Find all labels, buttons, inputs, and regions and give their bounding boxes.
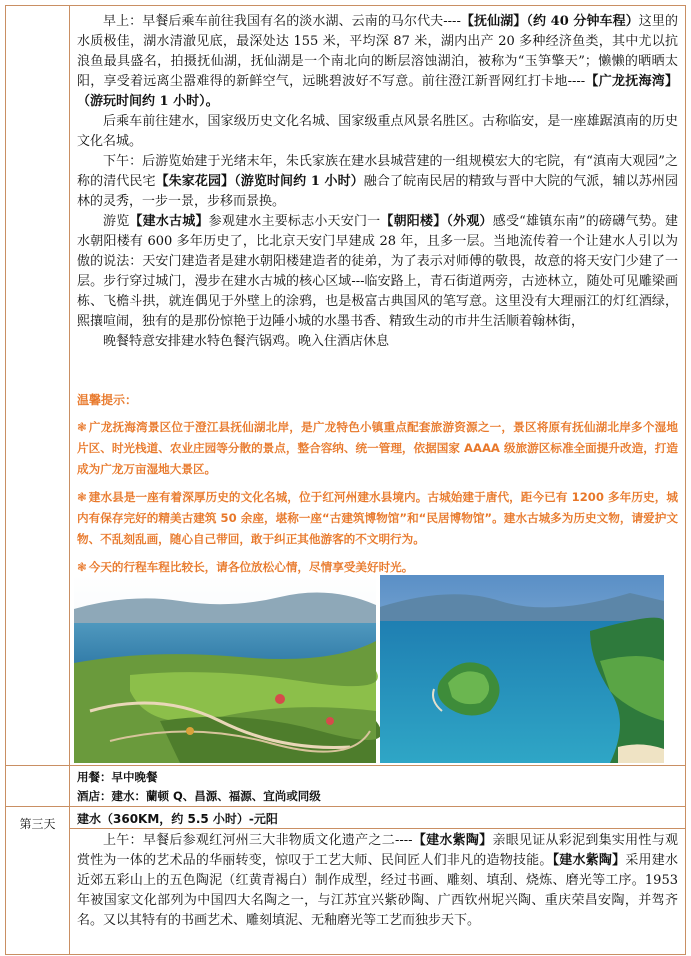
zhu-garden-highlight: 【朱家花园】（游览时间约 1 小时） [155, 174, 364, 189]
meal-hotel-block [70, 768, 685, 806]
tips-block [70, 391, 685, 578]
itinerary-table [5, 5, 686, 955]
route-title: 建水（360KM，约 5.5 小时）-元阳 [77, 812, 278, 826]
flower-icon: ❃ [77, 490, 87, 504]
island-photo [380, 575, 664, 763]
ancient-city-paragraph: 游览【建水古城】参观建水主要标志小天安门一【朝阳楼】（外观）感受“雄镇东南”的磅礴气势。建水朝阳楼有 600 多年历史了，比北京天安门早建成 28 年，且多一层。当地流传着一个让建水人引以为傲的说法：天安门建造者是建水朝阳楼建造者的徒弟，为了表示对师傅的敬畏，故意的将天安门少建了一层。步行穿过城门，漫步在建水古城的核心区域---临安路上，青石街道两旁，古迹林立，随处可见雕梁画栋、飞檐斗拱，就连偶见于外壁上的涂鸦，也是极富古典国风的笔写意。这里没有大理丽江的灯红酒绿，熙攘喧闹，独有的是那份惊艳于边陲小城的水墨书香、精致生动的市井生活顺着翰林街， [77, 214, 678, 329]
day2-description [70, 12, 685, 352]
morning-paragraph: 早上：早餐后乘车前往我国有名的淡水湖、云南的马尔代夫----【抚仙湖】（约 40 分钟车程）这里的水质极佳，湖水清澈见底，最深处达 155 米，平均深 87 米，湖内出产 20 多种经济鱼类，其中尤以抗浪鱼最具盛名，拍摄抚仙湖，抚仙湖是一个南北向的断层溶蚀湖泊，被称为“玉笋擎天”；懒懒的晒晒太阳，享受着远离尘嚣难得的新鲜空气，远眺碧波好不写意。前往澄江新晋网红打卡地----【广龙抚海湾】（游玩时间约 1 小时）。 [77, 14, 678, 109]
flower-icon: ❃ [77, 420, 87, 434]
purple-pottery-highlight: 【建水紫陶】 [552, 853, 626, 868]
day3-route [70, 810, 685, 827]
meal-info: 用餐：早中晚餐 [77, 770, 158, 784]
day-label: 第三天 [19, 817, 56, 831]
hotel-info: 酒店：建水：蘭顿 Q、昌源、福源、宜尚或同级 [77, 789, 321, 803]
dinner-paragraph: 晚餐特意安排建水特色餐汽锅鸡。晚入住酒店休息 [103, 334, 390, 349]
purple-pottery-highlight: 【建水紫陶】 [412, 833, 493, 848]
afternoon-paragraph: 下午：后游览始建于光绪末年，朱氏家族在建水县城营建的一组规模宏大的宅院，有“滇南大观园”之称的清代民宅【朱家花园】（游览时间约 1 小时）融合了皖南民居的精致与晋中大院的气派，辅以苏州园林的灵秀，一步一景，步移而景换。 [77, 154, 678, 209]
guanglong-bay-highlight: 【广龙抚海湾】（游玩时间约 1 小时） [77, 74, 678, 109]
wetland-photo [74, 575, 382, 763]
tips-title: 温馨提示： [77, 393, 138, 407]
lake-photos [70, 571, 686, 767]
chaoyang-tower-highlight: 【朝阳楼】（外观） [380, 214, 493, 229]
ancient-city-highlight: 【建水古城】 [129, 214, 209, 229]
fuxian-lake-highlight: 【抚仙湖】（约 40 分钟车程） [460, 14, 639, 29]
tip-item: ❃ 今天的行程车程比较长，请各位放松心情，尽情享受美好时光。 [77, 560, 414, 574]
day3-description [70, 831, 685, 931]
jianshui-paragraph: 后乘车前往建水，国家级历史文化名城、国家级重点风景名胜区。古称临安，是一座雄踞滇南的历史文化名城。 [77, 114, 678, 149]
tip-item: ❃ 广龙抚海湾景区位于澄江县抚仙湖北岸，是广龙特色小镇重点配套旅游资源之一，景区将原有抚仙湖北岸多个湿地片区、时光栈道、农业庄园等分散的景点，整合容纳、统一管理，依据国家 AAAA 级旅游区标准全面提升改造，打造成为广龙万亩湿地大景区。 [77, 420, 678, 476]
tip-item: ❃ 建水县是一座有着深厚历史的文化名城，位于红河州建水县境内。古城始建于唐代，距今已有 1200 多年历史，城内有保存完好的精美古建筑 50 余座，堪称一座“古建筑博物馆”和“民居博物馆”。建水古城多为历史文物，请爱护文物、不乱刻乱画，随心自己带回，敢于纠正其他游客的不文明行为。 [77, 490, 678, 546]
photo-row [70, 571, 686, 771]
flower-icon: ❃ [77, 560, 87, 574]
row-divider [6, 765, 685, 766]
day3-morning-paragraph: 上午：早餐后参观红河州三大非物质文化遗产之二----【建水紫陶】亲眼见证从彩泥到集实用性与观赏性为一体的艺术品的华丽转变，惊叹于工艺大师、民间匠人们非凡的造物技能。【建水紫陶】采用建水近郊五彩山上的五色陶泥（红黄青褐白）制作成型，经过书画、雕刻、填刮、烧炼、磨光等工序。1953 年被国家文化部列为中国四大名陶之一，与江苏宜兴紫砂陶、广西钦州坭兴陶、重庆荣昌安陶，并驾齐名。又以其特有的书画艺术、雕刻填泥、无釉磨光等工艺而独步天下。 [77, 833, 678, 928]
row-divider [6, 806, 685, 807]
row-divider [69, 828, 685, 829]
